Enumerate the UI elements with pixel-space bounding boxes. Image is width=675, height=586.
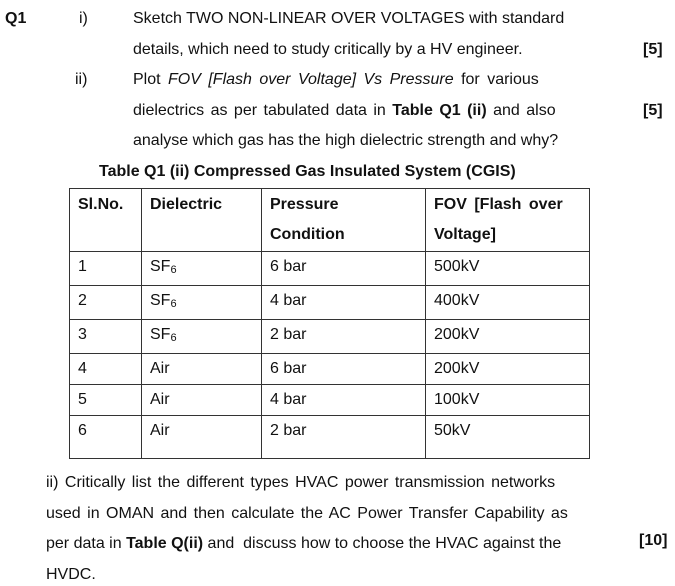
cell-dielectric [142,320,262,354]
dielectric-name: SF [150,292,171,309]
sub-question-ii-line1-b: FOV [Flash over Voltage] Vs Pressure [168,71,454,88]
sub-question-ii-line2-a: dielectrics as per tabulated data in [133,102,393,119]
header-fov [426,189,590,252]
dielectric-subscript: 6 [170,264,177,276]
sub-question-i-line1: Sketch TWO NON-LINEAR OVER VOLTAGES with standard [133,10,565,27]
cell-fov: 200kV [426,320,590,354]
cell-fov: 400kV [426,286,590,320]
sub-question-i-marks: [5] [643,41,663,58]
cell-sl-no: 6 [70,416,142,459]
sub-question-ii-line2-c: and also [486,102,556,119]
sub-question-ii-line1 [133,70,539,90]
table-row [70,286,590,320]
sub-question-i-number: i) [79,10,88,27]
cell-sl-no: 3 [70,320,142,354]
dielectric-name: SF [150,258,171,275]
header-fov-line2: Voltage] [434,226,496,243]
cell-pressure: 4 bar [262,385,426,416]
table-row [70,320,590,354]
question-number: Q1 [5,10,27,27]
sub-question-ii-line1-a: Plot [133,71,169,88]
table-caption: Table Q1 (ii) Compressed Gas Insulated System (CGIS) [99,163,516,180]
header-fov-line1: FOV [Flash over [434,196,563,213]
header-pressure-condition [262,189,426,252]
table-row [70,385,590,416]
cell-pressure: 6 bar [262,354,426,385]
cell-dielectric: Air [142,416,262,459]
sub-question-ii-line3: analyse which gas has the high dielectric strength and why? [133,132,559,149]
cell-pressure: 6 bar [262,252,426,286]
part2-line3-c: and discuss how to choose the HVAC against the [203,535,562,552]
part2-line3 [46,534,561,554]
table-row [70,354,590,385]
cell-dielectric: Air [142,385,262,416]
cell-fov: 50kV [426,416,590,459]
dielectric-subscript: 6 [170,332,177,344]
cell-sl-no: 5 [70,385,142,416]
cell-pressure: 4 bar [262,286,426,320]
part2-line4: HVDC. [46,566,96,583]
dielectric-name: SF [150,326,171,343]
cell-pressure: 2 bar [262,416,426,459]
sub-question-ii-number: ii) [75,71,88,88]
table-header-row [70,189,590,252]
sub-question-ii-line1-c: for various [453,71,539,88]
cgis-data-table [69,188,590,459]
cell-sl-no: 4 [70,354,142,385]
dielectric-subscript: 6 [170,298,177,310]
cell-fov: 500kV [426,252,590,286]
cell-dielectric: Air [142,354,262,385]
part2-line1: ii) Critically list the different types HVAC power transmission networks [46,474,556,491]
header-dielectric: Dielectric [142,189,262,252]
cell-fov: 100kV [426,385,590,416]
cell-fov: 200kV [426,354,590,385]
header-sl-no: Sl.No. [70,189,142,252]
table-row [70,416,590,459]
cell-dielectric [142,286,262,320]
sub-question-ii-line2-b: Table Q1 (ii) [392,102,487,119]
part2-line3-b: Table Q(ii) [126,535,204,552]
part2-marks: [10] [639,532,668,549]
cell-sl-no: 2 [70,286,142,320]
part2-line3-a: per data in [46,535,127,552]
sub-question-ii-line2 [133,101,556,121]
header-pressure-line2: Condition [270,226,345,243]
cell-dielectric [142,252,262,286]
sub-question-i-line2: details, which need to study critically by a HV engineer. [133,41,523,58]
part2-line2: used in OMAN and then calculate the AC Power Transfer Capability as [46,505,568,522]
cell-pressure: 2 bar [262,320,426,354]
table-row [70,252,590,286]
cell-sl-no: 1 [70,252,142,286]
header-pressure-line1: Pressure [270,196,339,213]
sub-question-ii-marks: [5] [643,102,663,119]
